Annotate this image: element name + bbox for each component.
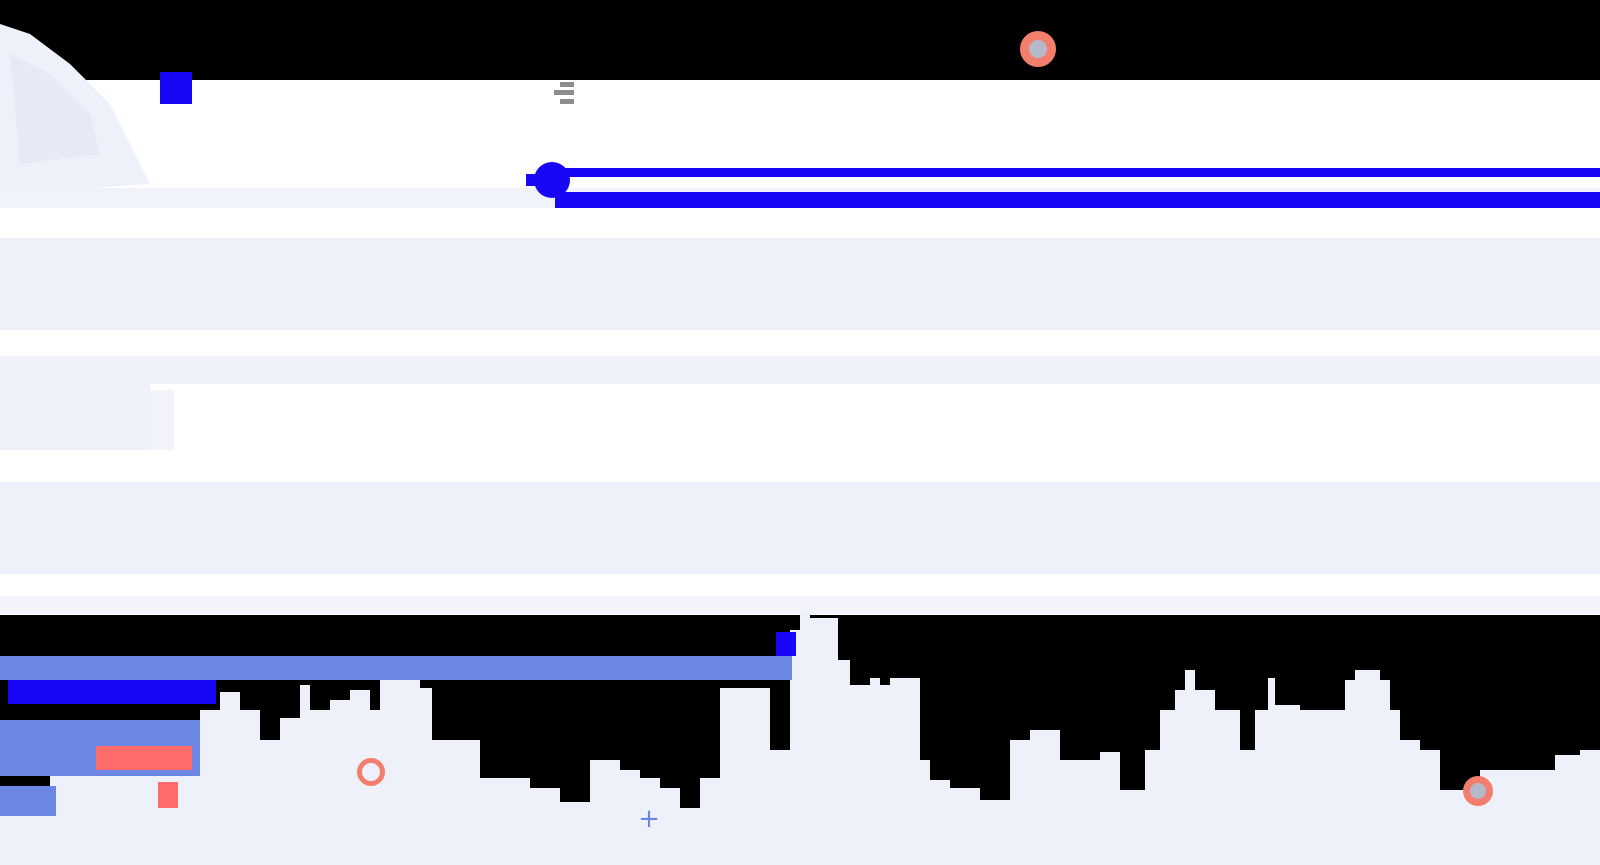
- slider-track[interactable]: [555, 168, 1600, 177]
- blue-marker: [776, 632, 796, 656]
- skyline-silhouette: [0, 610, 1600, 865]
- ring-icon[interactable]: [1020, 31, 1056, 67]
- blue-block: [0, 786, 56, 816]
- panel-band: [0, 238, 1600, 330]
- blue-bar: [0, 656, 792, 680]
- panel-band: [0, 356, 1600, 384]
- slider-handle-icon[interactable]: [526, 158, 574, 206]
- blue-block: [8, 680, 216, 704]
- chevron-left-icon[interactable]: [550, 80, 578, 106]
- blue-marker: [160, 72, 192, 104]
- faded-illustration: [0, 380, 180, 470]
- panel-band: [0, 482, 1600, 574]
- faded-illustration: [0, 24, 160, 194]
- red-block: [96, 746, 192, 770]
- red-block: [158, 782, 178, 808]
- ring-icon[interactable]: [1463, 776, 1493, 806]
- ring-icon[interactable]: [357, 758, 385, 786]
- slider-track[interactable]: [555, 192, 1600, 208]
- plus-icon[interactable]: +: [638, 804, 660, 834]
